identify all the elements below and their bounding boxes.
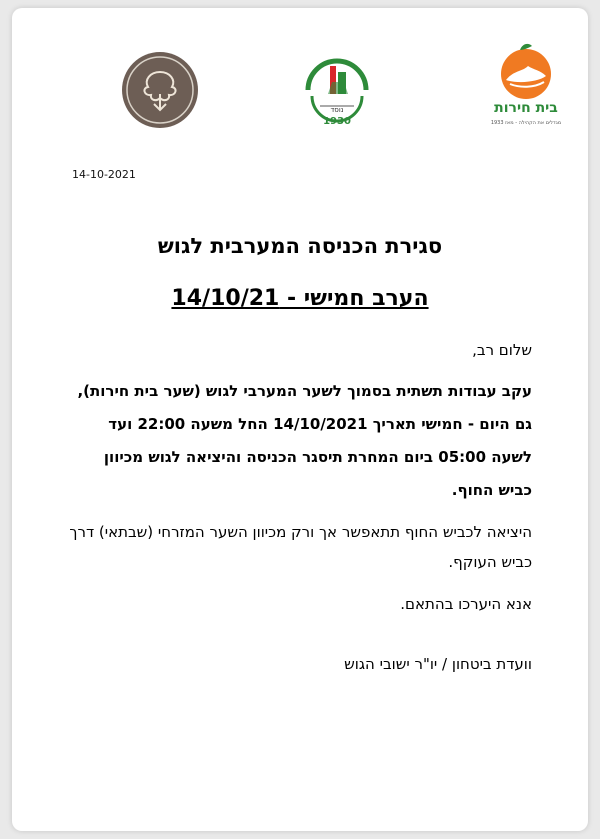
main-paragraph: עקב עבודות תשתית בסמוך לשער המערבי לגוש (שער בית חירות), גם היום - חמישי תאריך 14/10/2021 החל משעה 22:00 ועד לשעה 05:00 ביום המחרת תיסגר הכניסה והיציאה לגוש מכיוון כביש החוף. (77, 382, 532, 499)
emblem-logo (120, 50, 200, 130)
closing-line: אנא היערכו בהתאם. (400, 595, 532, 613)
greeting: שלום רב, (472, 341, 532, 359)
kfar-vitkin-logo (300, 46, 374, 134)
document-subtitle: הערב חמישי - 14/10/21 (171, 286, 429, 311)
document-title: סגירת הכניסה המערבית לגוש (157, 234, 443, 258)
document-page (12, 8, 588, 831)
logo-founded-label: נוסד (330, 106, 344, 114)
beit-herut-logo (488, 40, 564, 136)
logo-name: בית חירות (494, 100, 558, 116)
document-body (68, 341, 532, 673)
logo-year: 1930 (323, 116, 351, 127)
exit-paragraph: היציאה לכביש החוף תתאפשר אך ורק מכיוון השער המזרחי (שבתאי) דרך כביש העוקף. (69, 523, 532, 571)
logo-tagline: מגדלים את הקהילה - מאז 1933 (490, 120, 562, 126)
signature: וועדת ביטחון / יו"ר ישובי הגוש (344, 655, 532, 673)
document-date: 14-10-2021 (72, 168, 136, 181)
